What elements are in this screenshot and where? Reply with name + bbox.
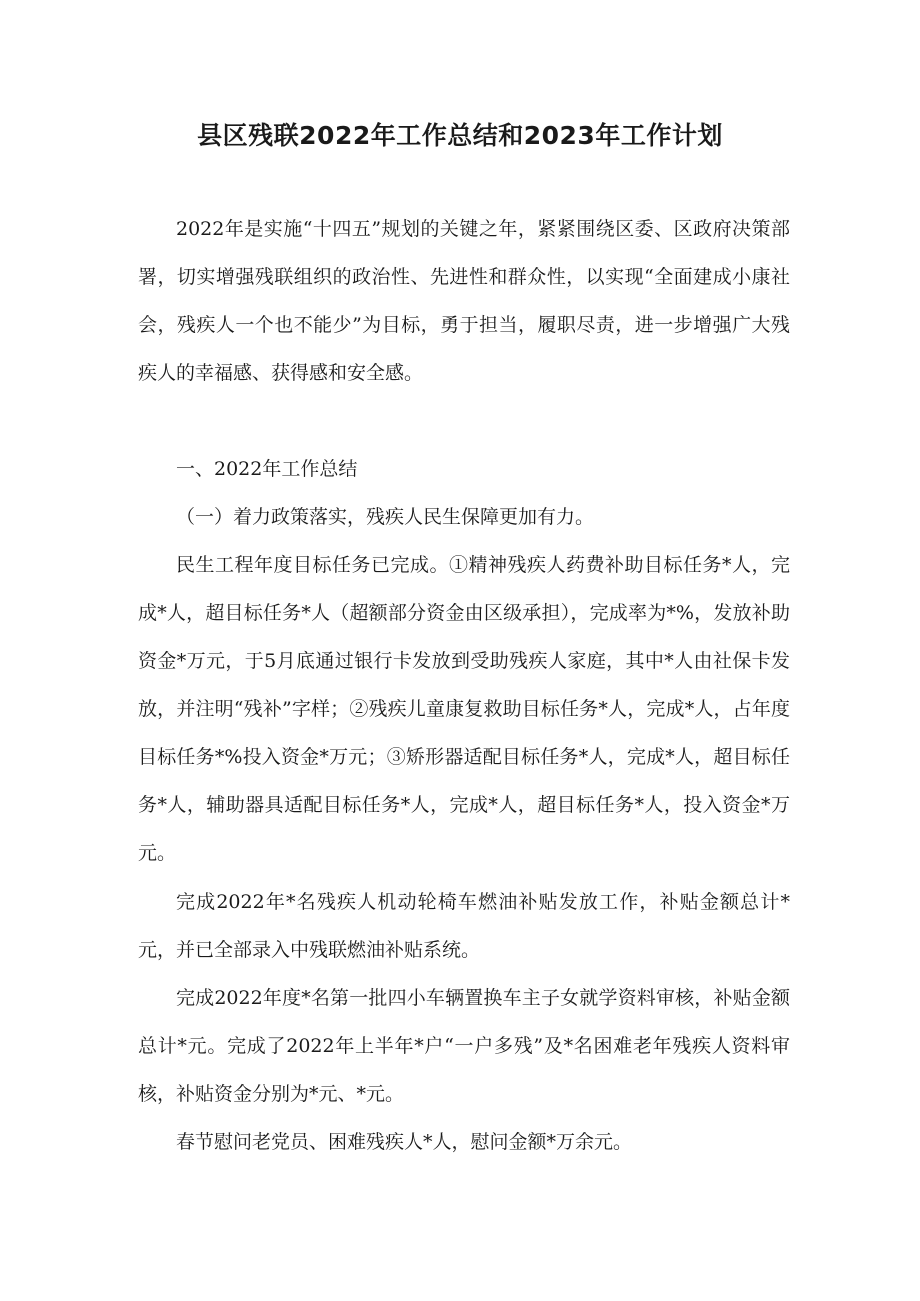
paragraph-vehicle-replacement: 完成2022年度*名第一批四小车辆置换车主子女就学资料审核，补贴金额总计*元。完成了2022年上半年*户“一户多残”及*名困难老年残疾人资料审核，补贴资金分别为*元、*元。: [138, 987, 790, 1105]
paragraph-livelihood-targets: 民生工程年度目标任务已完成。①精神残疾人药费补助目标任务*人，完成*人，超目标任务*人（超额部分资金由区级承担），完成率为*%，发放补助资金*万元，于5月底通过银行卡发放到受助残疾人家庭，其中*人由社保卡发放，并注明“残补”字样；②残疾儿童康复救助目标任务*人，完成*人，占年度目标任务*%投入资金*万元；③矫形器适配目标任务*人，完成*人，超目标任务*人，辅助器具适配目标任务*人，完成*人，超目标任务*人，投入资金*万元。: [138, 554, 790, 864]
subsection-heading: （一）着力政策落实，残疾人民生保障更加有力。: [176, 506, 595, 528]
paragraph-fuel-subsidy: 完成2022年*名残疾人机动轮椅车燃油补贴发放工作，补贴金额总计*元，并已全部录入中残联燃油补贴系统。: [138, 891, 790, 961]
paragraph-spring-festival: 春节慰问老党员、困难残疾人*人，慰问金额*万余元。: [176, 1131, 633, 1153]
intro-paragraph: 2022年是实施“十四五”规划的关键之年，紧紧围绕区委、区政府决策部署，切实增强残联组织的政治性、先进性和群众性，以实现“全面建成小康社会，残疾人一个也不能少”为目标，勇于担当，履职尽责，进一步增强广大残疾人的幸福感、获得感和安全感。: [138, 218, 790, 384]
section-heading: 一、2022年工作总结: [176, 458, 358, 480]
document-title: 县区残联2022年工作总结和2023年工作计划: [197, 121, 723, 150]
